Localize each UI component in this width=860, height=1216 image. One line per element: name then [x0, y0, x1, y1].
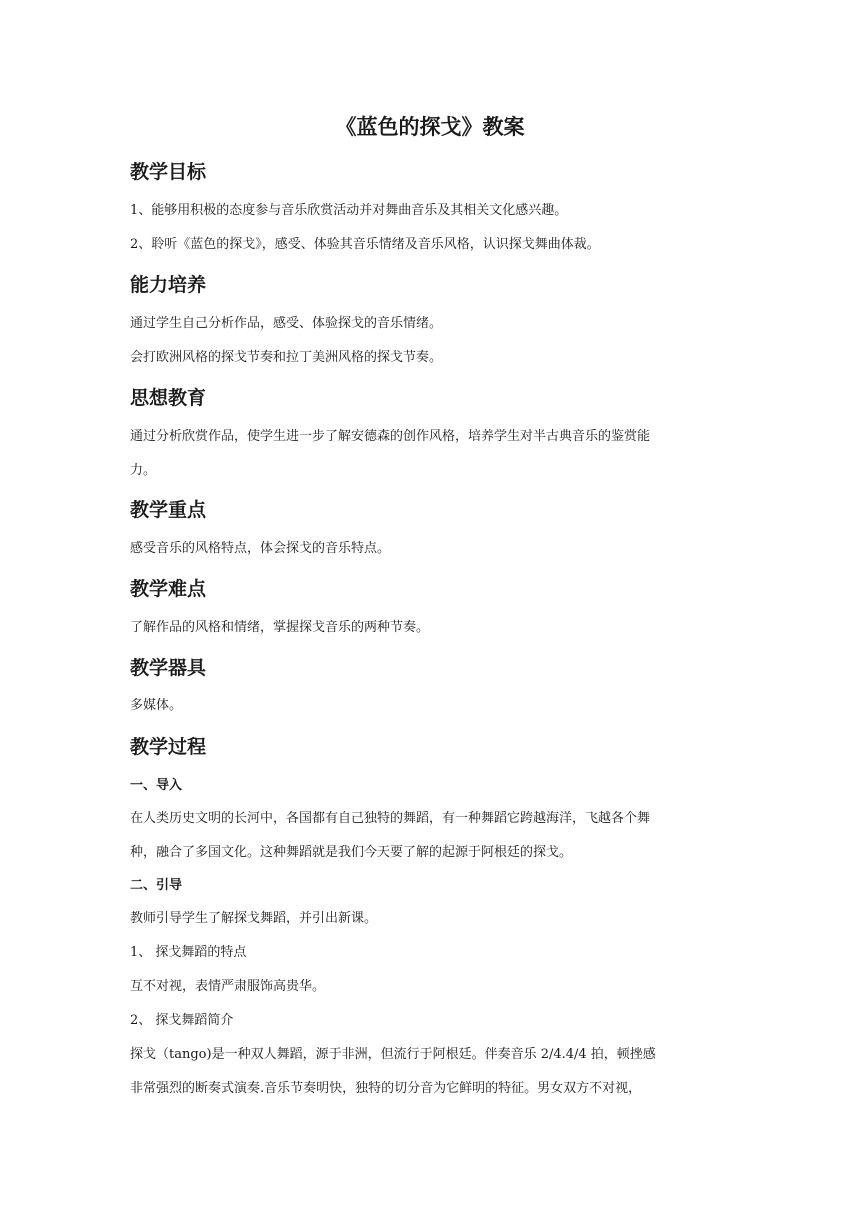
ability-line-2: 会打欧洲风格的探戈节奏和拉丁美洲风格的探戈节奏。 — [130, 350, 443, 365]
intro-line-2: 种，融合了多国文化。这种舞蹈就是我们今天要了解的起源于阿根廷的探戈。 — [130, 845, 573, 860]
heading-key-points: 教学重点 — [130, 499, 207, 521]
guide-line-2: 1、 探戈舞蹈的特点 — [130, 945, 247, 960]
goal-line-1: 1、能够用积极的态度参与音乐欣赏活动并对舞曲音乐及其相关文化感兴趣。 — [130, 203, 568, 218]
goal-line-2: 2、聆听《蓝色的探戈》，感受、体验其音乐情绪及音乐风格，认识探戈舞曲体裁。 — [130, 237, 600, 252]
heading-thought-education: 思想教育 — [130, 387, 207, 409]
guide-line-3: 互不对视，表情严肃服饰高贵华。 — [130, 979, 326, 994]
difficulties-line-1: 了解作品的风格和情绪，掌握探戈音乐的两种节奏。 — [130, 620, 430, 635]
guide-line-4: 2、 探戈舞蹈简介 — [130, 1013, 234, 1028]
subheading-guide: 二、引导 — [130, 878, 183, 893]
heading-teaching-process: 教学过程 — [130, 736, 207, 758]
heading-tools: 教学器具 — [130, 657, 207, 679]
thought-line-1: 通过分析欣赏作品，使学生进一步了解安德森的创作风格，培养学生对半古典音乐的鉴赏能 — [130, 429, 651, 444]
heading-ability: 能力培养 — [130, 274, 207, 296]
heading-difficulties: 教学难点 — [130, 578, 207, 600]
tools-line-1: 多媒体。 — [130, 698, 183, 713]
intro-line-1: 在人类历史文明的长河中，各国都有自己独特的舞蹈，有一种舞蹈它跨越海洋，飞越各个舞 — [130, 811, 651, 826]
thought-line-2: 力。 — [130, 463, 157, 478]
guide-line-6: 非常强烈的断奏式演奏.音乐节奏明快，独特的切分音为它鲜明的特征。男女双方不对视， — [130, 1081, 642, 1096]
guide-line-5: 探戈（tango)是一种双人舞蹈，源于非洲，但流行于阿根廷。伴奏音乐 2/4.4/4 拍，顿挫感 — [130, 1047, 656, 1062]
guide-line-1: 教师引导学生了解探戈舞蹈，并引出新课。 — [130, 911, 378, 926]
document-title: 《蓝色的探戈》教案 — [335, 115, 525, 139]
ability-line-1: 通过学生自己分析作品，感受、体验探戈的音乐情绪。 — [130, 316, 443, 331]
subheading-intro: 一、导入 — [130, 778, 183, 793]
key-points-line-1: 感受音乐的风格特点，体会探戈的音乐特点。 — [130, 541, 391, 556]
heading-teaching-goals: 教学目标 — [130, 161, 207, 183]
